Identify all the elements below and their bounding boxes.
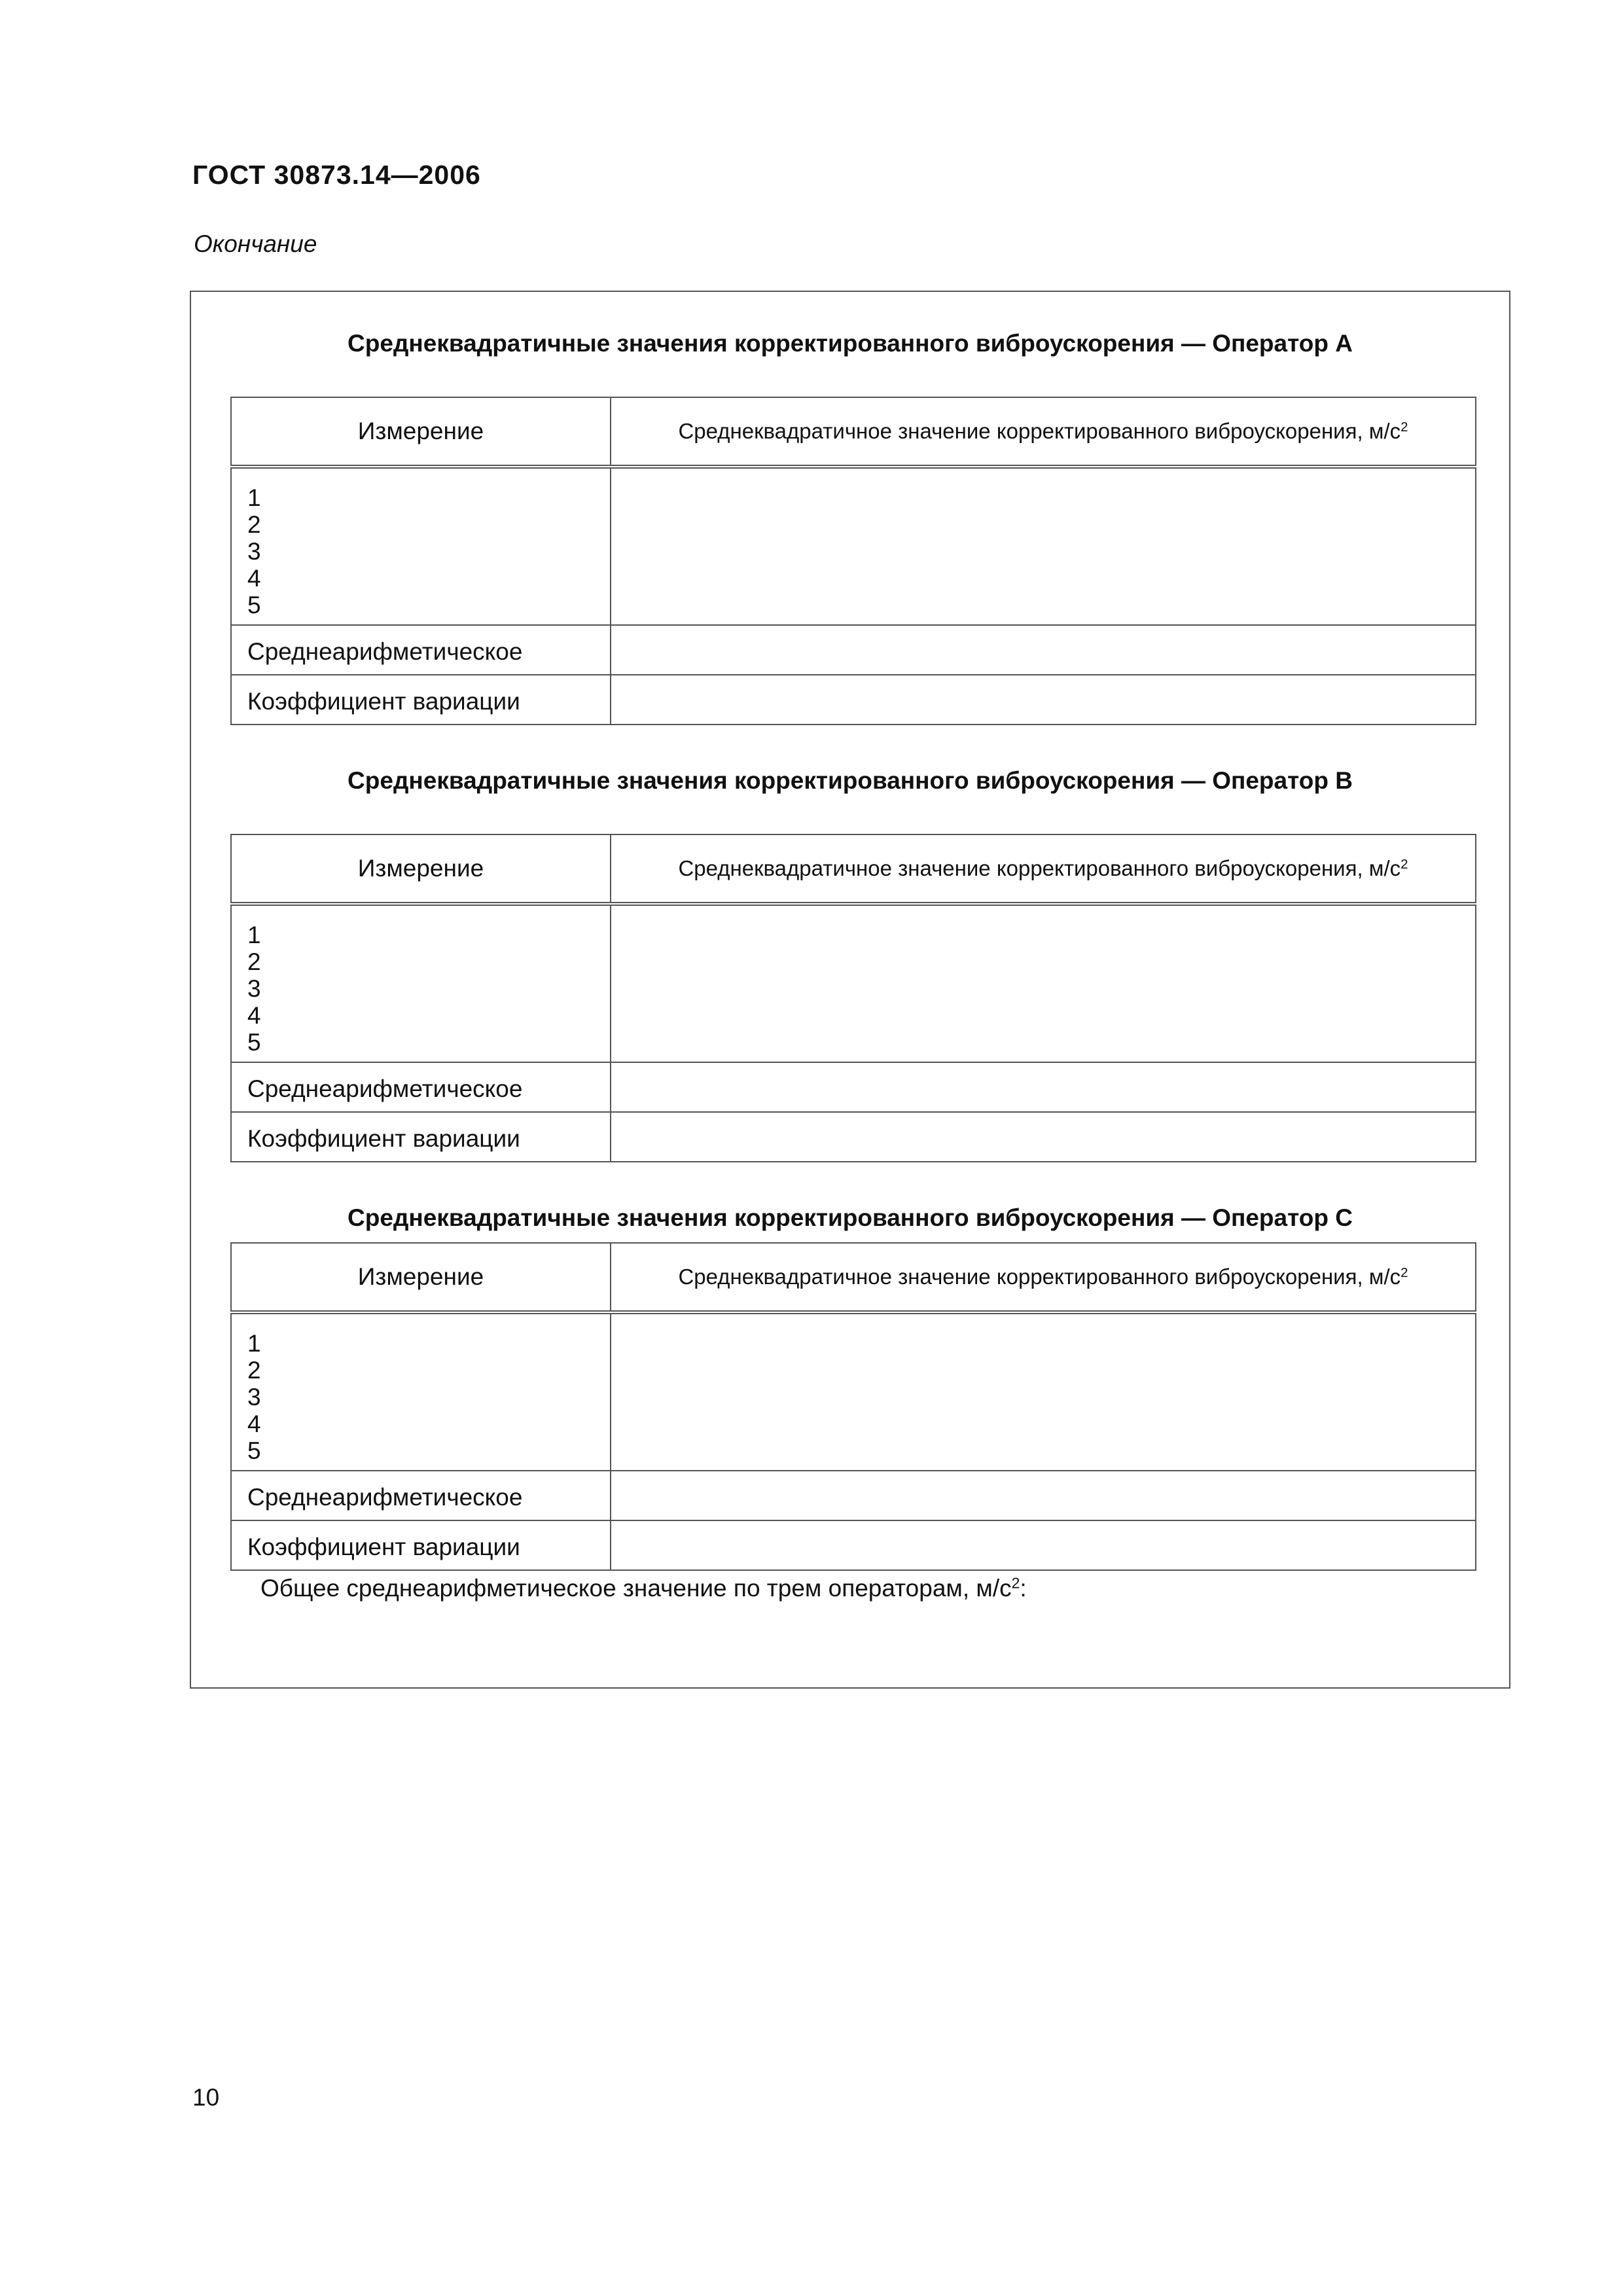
measurement-number: 1 — [247, 1330, 261, 1357]
variation-label: Коэффициент вариации — [231, 1520, 611, 1570]
form-frame — [190, 291, 1510, 1689]
measurement-number: 5 — [247, 592, 261, 619]
mean-label: Среднеарифметическое — [231, 1471, 611, 1520]
rms-values-cell[interactable] — [611, 1312, 1476, 1471]
variation-value-cell[interactable] — [611, 675, 1476, 725]
measurement-number: 5 — [247, 1029, 261, 1056]
table-operator-a — [230, 397, 1476, 725]
mean-label: Среднеарифметическое — [231, 1062, 611, 1112]
measurement-numbers — [231, 904, 611, 1062]
measurement-number: 1 — [247, 484, 261, 511]
variation-label: Коэффициент вариации — [231, 1112, 611, 1162]
rms-values-cell[interactable] — [611, 904, 1476, 1062]
mean-value-cell[interactable] — [611, 625, 1476, 675]
header-measurement: Измерение — [231, 397, 611, 467]
overall-mean-line: Общее среднеарифметическое значение по трем операторам, $м/с^2$: — [260, 1574, 1027, 1602]
header-rms-value: Среднеквадратичное значение корректированного виброускорения, $м/с^2$ — [611, 1243, 1476, 1312]
header-measurement: Измерение — [231, 1243, 611, 1312]
measurement-numbers — [231, 467, 611, 625]
header-rms-value: Среднеквадратичное значение корректированного виброускорения, $м/с^2$ — [611, 397, 1476, 467]
variation-value-cell[interactable] — [611, 1112, 1476, 1162]
table-c-caption: Среднеквадратичные значения корректированного виброускорения — Оператор С — [348, 1204, 1353, 1231]
measurement-number: 4 — [247, 565, 261, 592]
measurement-number: 5 — [247, 1437, 261, 1464]
page-number: 10 — [192, 2084, 220, 2111]
measurement-number: 2 — [247, 511, 261, 538]
measurement-number: 2 — [247, 948, 261, 975]
document-code: ГОСТ 30873.14—2006 — [192, 160, 481, 190]
mean-value-cell[interactable] — [611, 1062, 1476, 1112]
header-rms-value: Среднеквадратичное значение корректированного виброускорения, $м/с^2$ — [611, 834, 1476, 904]
table-b-caption: Среднеквадратичные значения корректированного виброускорения — Оператор В — [348, 767, 1353, 794]
table-a-caption: Среднеквадратичные значения корректированного виброускорения — Оператор А — [348, 330, 1353, 357]
measurement-numbers — [231, 1312, 611, 1471]
rms-values-cell[interactable] — [611, 467, 1476, 625]
variation-value-cell[interactable] — [611, 1520, 1476, 1570]
measurement-number: 3 — [247, 975, 261, 1002]
mean-value-cell[interactable] — [611, 1471, 1476, 1520]
continuation-label: Окончание — [194, 230, 317, 257]
measurement-number: 3 — [247, 538, 261, 565]
header-measurement: Измерение — [231, 834, 611, 904]
measurement-number: 3 — [247, 1384, 261, 1410]
measurement-number: 1 — [247, 922, 261, 948]
measurement-number: 4 — [247, 1410, 261, 1437]
measurement-number: 4 — [247, 1002, 261, 1029]
variation-label: Коэффициент вариации — [231, 675, 611, 725]
measurement-number: 2 — [247, 1357, 261, 1384]
table-operator-c — [230, 1242, 1476, 1571]
table-operator-b — [230, 834, 1476, 1162]
mean-label: Среднеарифметическое — [231, 625, 611, 675]
